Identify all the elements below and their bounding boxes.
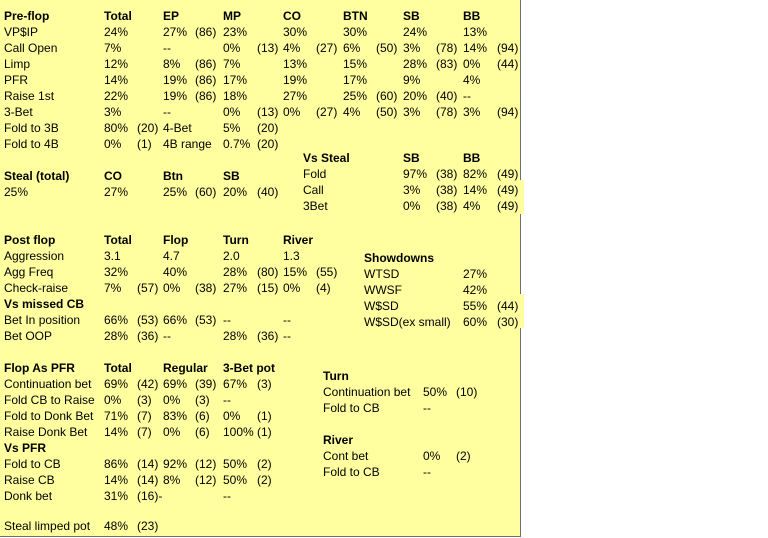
row-label: Bet OOP bbox=[4, 329, 53, 343]
stat-cell: 69% bbox=[163, 377, 188, 391]
stat-cell: (1) bbox=[257, 409, 272, 423]
section-title-vs-steal: Vs Steal bbox=[303, 151, 350, 165]
stat-cell: 15% bbox=[283, 265, 308, 279]
stat-cell: (40) bbox=[436, 89, 458, 103]
stat-cell: (2) bbox=[257, 473, 272, 487]
stat-cell: 60% bbox=[463, 315, 488, 329]
stat-cell: 40% bbox=[163, 265, 188, 279]
stat-cell: 14% bbox=[104, 425, 129, 439]
stat-cell: 25% bbox=[4, 185, 29, 199]
stat-cell: 22% bbox=[104, 89, 129, 103]
stat-cell: 86% bbox=[104, 457, 129, 471]
stat-cell: 82% bbox=[463, 167, 488, 181]
column-header: BB bbox=[463, 9, 481, 23]
stat-cell: 66% bbox=[104, 313, 129, 327]
stat-cell: 18% bbox=[223, 89, 248, 103]
stat-cell: 6% bbox=[343, 41, 361, 55]
stat-cell: (57) bbox=[137, 281, 159, 295]
stat-cell: 3% bbox=[403, 41, 421, 55]
stat-cell: (2) bbox=[456, 449, 471, 463]
stat-cell: 55% bbox=[463, 299, 488, 313]
stat-cell: 0% bbox=[283, 281, 301, 295]
stat-cell: (27) bbox=[316, 105, 338, 119]
column-header: Total bbox=[104, 233, 132, 247]
row-label: Raise CB bbox=[4, 473, 55, 487]
row-label: Fold to 4B bbox=[4, 137, 59, 151]
row-label: Continuation bet bbox=[323, 385, 411, 399]
stat-cell: (14) bbox=[137, 473, 159, 487]
stat-cell: (86) bbox=[195, 89, 217, 103]
stat-cell: (94) bbox=[497, 41, 519, 55]
stat-cell: 0% bbox=[104, 393, 122, 407]
stat-cell: 24% bbox=[403, 25, 428, 39]
stat-cell: (39) bbox=[195, 377, 217, 391]
stat-cell: 13% bbox=[283, 57, 308, 71]
stat-cell: (78) bbox=[436, 105, 458, 119]
stat-cell: 19% bbox=[283, 73, 308, 87]
stat-cell: -- bbox=[463, 89, 471, 103]
stat-cell: 32% bbox=[104, 265, 129, 279]
stat-cell: 7% bbox=[104, 281, 122, 295]
stat-cell: 3% bbox=[403, 105, 421, 119]
column-header: Flop bbox=[163, 233, 189, 247]
row-label: 3-Bet bbox=[4, 105, 33, 119]
stat-cell: (27) bbox=[316, 41, 338, 55]
stat-cell: 3.1 bbox=[104, 249, 121, 263]
row-label: Raise Donk Bet bbox=[4, 425, 88, 439]
row-label: Fold to 3B bbox=[4, 121, 59, 135]
stat-cell: 9% bbox=[403, 73, 421, 87]
column-header: CO bbox=[283, 9, 301, 23]
column-header: Total bbox=[104, 361, 132, 375]
stat-cell: 5% bbox=[223, 121, 241, 135]
stat-cell: 66% bbox=[163, 313, 188, 327]
stat-cell: (6) bbox=[195, 409, 210, 423]
stat-cell: -- bbox=[283, 329, 291, 343]
stat-cell: 83% bbox=[163, 409, 188, 423]
stat-cell: 4% bbox=[283, 41, 301, 55]
stat-cell: 3% bbox=[104, 105, 122, 119]
stat-cell: 12% bbox=[104, 57, 129, 71]
row-label: 4-Bet bbox=[163, 121, 192, 135]
column-header: Turn bbox=[223, 233, 249, 247]
stat-cell: (44) bbox=[497, 299, 519, 313]
stat-cell: 19% bbox=[163, 73, 188, 87]
stat-cell: -- bbox=[163, 41, 171, 55]
section-title-vs-missed-cb: Vs missed CB bbox=[4, 297, 85, 311]
row-label: Call Open bbox=[4, 41, 58, 55]
stat-cell: (7) bbox=[137, 425, 152, 439]
stat-cell: (12) bbox=[195, 457, 217, 471]
stat-cell: 50% bbox=[423, 385, 448, 399]
stat-cell: 14% bbox=[104, 73, 129, 87]
row-label: W$SD bbox=[364, 299, 399, 313]
column-header: Regular bbox=[163, 361, 208, 375]
row-label: 3Bet bbox=[303, 199, 328, 213]
stat-cell: 17% bbox=[223, 73, 248, 87]
stat-cell: (83) bbox=[436, 57, 458, 71]
stat-cell: 23% bbox=[223, 25, 248, 39]
row-label: VP$IP bbox=[4, 25, 39, 39]
stat-cell: (15) bbox=[257, 281, 279, 295]
stat-cell: 7% bbox=[104, 41, 122, 55]
stat-cell: (14) bbox=[137, 457, 159, 471]
column-header: River bbox=[283, 233, 314, 247]
stat-cell: 28% bbox=[104, 329, 129, 343]
stat-cell: 27% bbox=[463, 267, 488, 281]
stat-cell: (36) bbox=[137, 329, 159, 343]
row-label: Check-raise bbox=[4, 281, 69, 295]
stat-cell: 48% bbox=[104, 519, 129, 533]
stat-cell: 0% bbox=[403, 199, 421, 213]
column-header: MP bbox=[223, 9, 241, 23]
stat-cell: (49) bbox=[497, 199, 519, 213]
stat-cell: -- bbox=[423, 401, 431, 415]
stat-cell: -- bbox=[163, 329, 171, 343]
stat-cell: 27% bbox=[163, 25, 188, 39]
stat-cell: (36) bbox=[257, 329, 279, 343]
stat-cell: 24% bbox=[104, 25, 129, 39]
row-label: Aggression bbox=[4, 249, 65, 263]
row-label: Donk bet bbox=[4, 489, 53, 503]
stat-cell: 14% bbox=[104, 473, 129, 487]
column-header: BB bbox=[463, 151, 481, 165]
stat-cell: (3) bbox=[137, 393, 152, 407]
stat-cell: 30% bbox=[283, 25, 308, 39]
stat-cell: -- bbox=[283, 313, 291, 327]
stat-cell: 69% bbox=[104, 377, 129, 391]
stat-cell: (94) bbox=[497, 105, 519, 119]
section-title-flop-as-pfr: Flop As PFR bbox=[4, 361, 75, 375]
stat-cell: 4% bbox=[463, 199, 481, 213]
stat-cell: 28% bbox=[403, 57, 428, 71]
stat-cell: 100% bbox=[223, 425, 254, 439]
column-header: SB bbox=[403, 151, 420, 165]
stat-cell: (40) bbox=[257, 185, 279, 199]
row-label: 4B range bbox=[163, 137, 212, 151]
stat-cell: 80% bbox=[104, 121, 129, 135]
column-header: 3-Bet pot bbox=[223, 361, 275, 375]
column-header: Total bbox=[104, 9, 132, 23]
stat-cell: 0% bbox=[223, 409, 241, 423]
stat-cell: (49) bbox=[497, 183, 519, 197]
stat-cell: (6) bbox=[195, 425, 210, 439]
stat-cell: 0% bbox=[163, 281, 181, 295]
row-label: WTSD bbox=[364, 267, 400, 281]
row-label: Continuation bet bbox=[4, 377, 92, 391]
stat-cell: 0% bbox=[163, 425, 181, 439]
stat-cell: (4) bbox=[316, 281, 331, 295]
stat-cell: 0% bbox=[463, 57, 481, 71]
stat-cell: -- bbox=[223, 489, 231, 503]
stat-cell: (86) bbox=[195, 73, 217, 87]
stat-cell: 19% bbox=[163, 89, 188, 103]
section-title-vs-pfr: Vs PFR bbox=[4, 441, 47, 455]
stat-cell: -- bbox=[223, 393, 231, 407]
stat-cell: (38) bbox=[436, 167, 458, 181]
stat-cell: 0% bbox=[163, 393, 181, 407]
stat-cell: (53) bbox=[137, 313, 159, 327]
stat-cell: 42% bbox=[463, 283, 488, 297]
stat-cell: 0.7% bbox=[223, 137, 251, 151]
stat-cell: 13% bbox=[463, 25, 488, 39]
stat-cell: 31% bbox=[104, 489, 129, 503]
section-title-postflop: Post flop bbox=[4, 233, 56, 247]
stat-cell: -- bbox=[223, 313, 231, 327]
stat-cell: (20) bbox=[257, 121, 279, 135]
stat-cell: 67% bbox=[223, 377, 248, 391]
stat-cell: (49) bbox=[497, 167, 519, 181]
stat-cell: (50) bbox=[376, 41, 398, 55]
stat-cell: (78) bbox=[436, 41, 458, 55]
stat-cell: (13) bbox=[257, 41, 279, 55]
row-label: Fold to CB bbox=[323, 465, 380, 479]
stat-cell: 2.0 bbox=[223, 249, 240, 263]
panel-overflow-strip bbox=[520, 180, 524, 214]
section-title-steal: Steal (total) bbox=[4, 169, 70, 183]
stat-cell: 0% bbox=[223, 105, 241, 119]
stat-cell: 14% bbox=[463, 41, 488, 55]
stat-cell: 0% bbox=[104, 137, 122, 151]
stat-cell: 7% bbox=[223, 57, 241, 71]
stat-cell: 3% bbox=[463, 105, 481, 119]
stat-cell: 15% bbox=[343, 57, 368, 71]
section-title-turn: Turn bbox=[323, 369, 349, 383]
stat-cell: (38) bbox=[195, 281, 217, 295]
row-label: Fold to Donk Bet bbox=[4, 409, 94, 423]
stat-cell: (23) bbox=[137, 519, 159, 533]
stat-cell: 30% bbox=[343, 25, 368, 39]
stat-cell: (3) bbox=[195, 393, 210, 407]
row-label: Cont bet bbox=[323, 449, 369, 463]
column-header: Btn bbox=[163, 169, 183, 183]
stat-cell: (80) bbox=[257, 265, 279, 279]
row-label: WWSF bbox=[364, 283, 402, 297]
column-header: EP bbox=[163, 9, 180, 23]
stat-cell: -- bbox=[423, 465, 431, 479]
stat-cell: (50) bbox=[376, 105, 398, 119]
row-label: Call bbox=[303, 183, 324, 197]
stat-cell: (1) bbox=[257, 425, 272, 439]
stat-cell: 4% bbox=[343, 105, 361, 119]
stat-cell: (42) bbox=[137, 377, 159, 391]
stat-cell: 28% bbox=[223, 329, 248, 343]
stat-cell: 27% bbox=[223, 281, 248, 295]
row-label: Agg Freq bbox=[4, 265, 54, 279]
stat-cell: (3) bbox=[257, 377, 272, 391]
stat-cell: 8% bbox=[163, 473, 181, 487]
stat-cell: (86) bbox=[195, 57, 217, 71]
stat-cell: (44) bbox=[497, 57, 519, 71]
column-header: SB bbox=[403, 9, 420, 23]
stat-cell: (38) bbox=[436, 199, 458, 213]
row-label: Limp bbox=[4, 57, 31, 71]
stat-cell: (86) bbox=[195, 25, 217, 39]
section-title-showdowns: Showdowns bbox=[364, 251, 434, 265]
stat-cell: (20) bbox=[137, 121, 159, 135]
stat-cell: (16)- bbox=[137, 489, 163, 503]
stat-cell: 4% bbox=[463, 73, 481, 87]
row-label: Fold to CB bbox=[4, 457, 61, 471]
stat-cell: (30) bbox=[497, 315, 519, 329]
stat-cell: 14% bbox=[463, 183, 488, 197]
row-label: W$SD(ex small) bbox=[364, 315, 451, 329]
stat-cell: (13) bbox=[257, 105, 279, 119]
stat-cell: 50% bbox=[223, 457, 248, 471]
stat-cell: 1.3 bbox=[283, 249, 300, 263]
row-label: Fold CB to Raise bbox=[4, 393, 95, 407]
panel-overflow-strip bbox=[520, 294, 524, 328]
stat-cell: -- bbox=[163, 105, 171, 119]
stat-cell: 0% bbox=[283, 105, 301, 119]
column-header: CO bbox=[104, 169, 122, 183]
stat-cell: 3% bbox=[403, 183, 421, 197]
stat-cell: (55) bbox=[316, 265, 338, 279]
stat-cell: (38) bbox=[436, 183, 458, 197]
stat-cell: 27% bbox=[104, 185, 129, 199]
stat-cell: 92% bbox=[163, 457, 188, 471]
stat-cell: (10) bbox=[456, 385, 478, 399]
stat-cell: 20% bbox=[223, 185, 248, 199]
stat-cell: (2) bbox=[257, 457, 272, 471]
stat-cell: 25% bbox=[163, 185, 188, 199]
stat-cell: 25% bbox=[343, 89, 368, 103]
row-label: Steal limped pot bbox=[4, 519, 91, 533]
row-label: PFR bbox=[4, 73, 28, 87]
stat-cell: 4.7 bbox=[163, 249, 180, 263]
stat-cell: (53) bbox=[195, 313, 217, 327]
stat-cell: 97% bbox=[403, 167, 428, 181]
row-label: Fold bbox=[303, 167, 327, 181]
stat-cell: (12) bbox=[195, 473, 217, 487]
section-title-preflop: Pre-flop bbox=[4, 9, 50, 23]
stat-cell: 20% bbox=[403, 89, 428, 103]
stat-cell: (1) bbox=[137, 137, 152, 151]
stat-cell: 17% bbox=[343, 73, 368, 87]
row-label: Raise 1st bbox=[4, 89, 55, 103]
row-label: Fold to CB bbox=[323, 401, 380, 415]
stat-cell: 0% bbox=[223, 41, 241, 55]
stat-cell: 71% bbox=[104, 409, 129, 423]
stat-cell: 28% bbox=[223, 265, 248, 279]
stat-cell: (60) bbox=[376, 89, 398, 103]
stat-cell: (7) bbox=[137, 409, 152, 423]
stat-cell: 27% bbox=[283, 89, 308, 103]
stat-cell: 0% bbox=[423, 449, 441, 463]
column-header: BTN bbox=[343, 9, 368, 23]
stat-cell: (60) bbox=[195, 185, 217, 199]
row-label: Bet In position bbox=[4, 313, 81, 327]
stat-cell: 8% bbox=[163, 57, 181, 71]
stat-cell: 50% bbox=[223, 473, 248, 487]
column-header: SB bbox=[223, 169, 240, 183]
stat-cell: (20) bbox=[257, 137, 279, 151]
section-title-river: River bbox=[323, 433, 354, 447]
